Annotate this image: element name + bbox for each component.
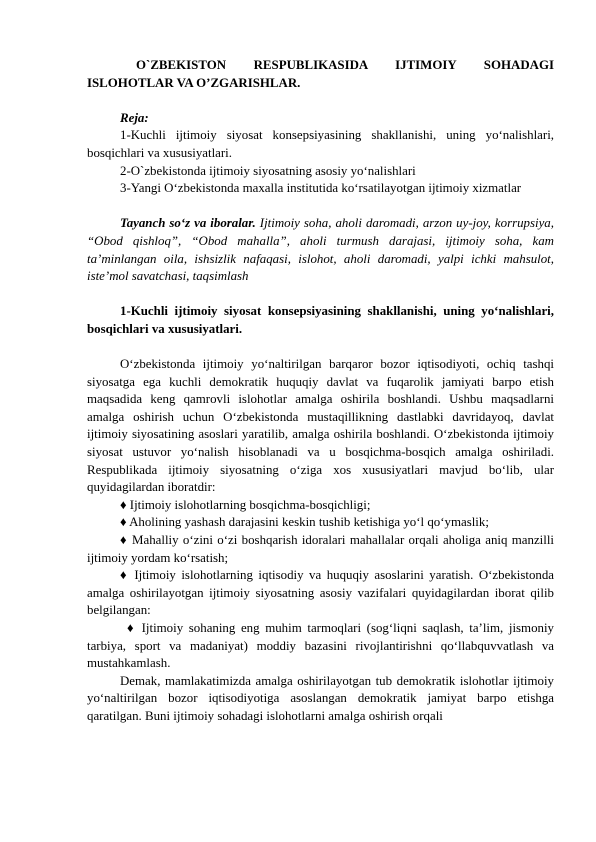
section-heading: 1-Kuchli ijtimoiy siyosat konsepsiyasining shakllanishi, uning yo‘nalishlari, bosqichlari va xususiyatlari. <box>87 304 554 336</box>
bullet-item: ♦ Ijtimoiy sohaning eng muhim tarmoqlari (sog‘liqni saqlash, ta’lim, jismoniy tarbiya, sport va madaniyat) moddiy bazasini rivojlantirishni qo‘llabquvvatlash va mustahkamlash. <box>87 621 554 671</box>
spacer <box>87 198 554 216</box>
plan-heading: Reja: <box>120 110 149 125</box>
body-paragraph: Demak, mamlakatimizda amalga oshirilayotgan tub demokratik islohotlar ijtimoiy yo‘naltirilgan bozor iqtisodiyotiga asoslangan demokratik jamiyat barpo etishga qaratilgan. Buni ijtimoiy sohadagi islohotlarni amalga oshirish orqali <box>87 673 554 723</box>
body-paragraph: O‘zbekistonda ijtimoiy yo‘naltirilgan barqaror bozor iqtisodiyoti, ochiq tashqi siyosatga ega kuchli demokratik huquqiy davlat va fuqarolik jamiyati barpo etish maqsadida keng qamrovli islohotlar amalga oshirila boshlandi. Ushbu maqsadlarni amalga oshirish uchun O‘zbekistonda mustaqillikning dastlabki davridayoq, davlat ijtimoiy siyosatining asoslari yaratilib, amalga oshirila boshlandi. O‘zbekistonda ijtimoiy siyosat ustuvor yo‘nalish hisoblanadi va u bosqichma-bosqich amalga oshiriladi. Respublikada ijtimoiy siyosatning o‘ziga xos xususiyatlari mavjud bo‘lib, ular quyidagilardan iboratdir: <box>87 357 554 495</box>
bullet-item: ♦ Ijtimoiy islohotlarning iqtisodiy va huquqiy asoslarini yaratish. O‘zbekistonda amalga oshirilayotgan ijtimoiy siyosatning asosiy vazifalari quyidagilardan iborat qilib belgilangan: <box>87 568 554 618</box>
bullet-item: ♦ Ijtimoiy islohotlarning bosqichma-bosqichligi; <box>120 497 371 512</box>
plan-item: 3-Yangi O‘zbekistonda maxalla institutida ko‘rsatilayotgan ijtimoiy xizmatlar <box>120 181 522 196</box>
keywords-label: Tayanch so‘z va iboralar. <box>120 216 256 231</box>
spacer <box>87 286 554 304</box>
spacer <box>87 339 554 357</box>
document-page <box>87 57 554 726</box>
bullet-item: ♦ Aholining yashash darajasini keskin tushib ketishiga yo‘l qo‘ymaslik; <box>120 515 489 530</box>
spacer <box>87 92 554 110</box>
plan-item: 2-O`zbekistonda ijtimoiy siyosatning asosiy yo‘nalishlari <box>120 163 416 178</box>
keywords-paragraph <box>87 215 554 285</box>
bullet-item: ♦ Mahalliy o‘zini o‘zi boshqarish idoralari mahallalar orqali aholiga aniq manzilli ijtimoiy yordam ko‘rsatish; <box>87 533 554 565</box>
document-title: O`ZBEKISTON RESPUBLIKASIDA IJTIMOIY SOHADAGI ISLOHOTLAR VA O’ZGARISHLAR. <box>87 58 554 90</box>
plan-item: 1-Kuchli ijtimoiy siyosat konsepsiyasining shakllanishi, uning yo‘nalishlari, bosqichlari va xususiyatlari. <box>87 128 554 160</box>
keywords-text: Ijtimoiy soha, aholi daromadi, arzon uy-joy, korrupsiya, “Obod qishloq”, “Obod mahalla”, aholi turmush darajasi, ijtimoiy soha, kam ta’minlangan oila, ishsizlik nafaqasi, islohot, aholi daromadi, yalpi ichki mahsulot, iste’mol savatchasi, taqsimlash <box>87 216 554 284</box>
